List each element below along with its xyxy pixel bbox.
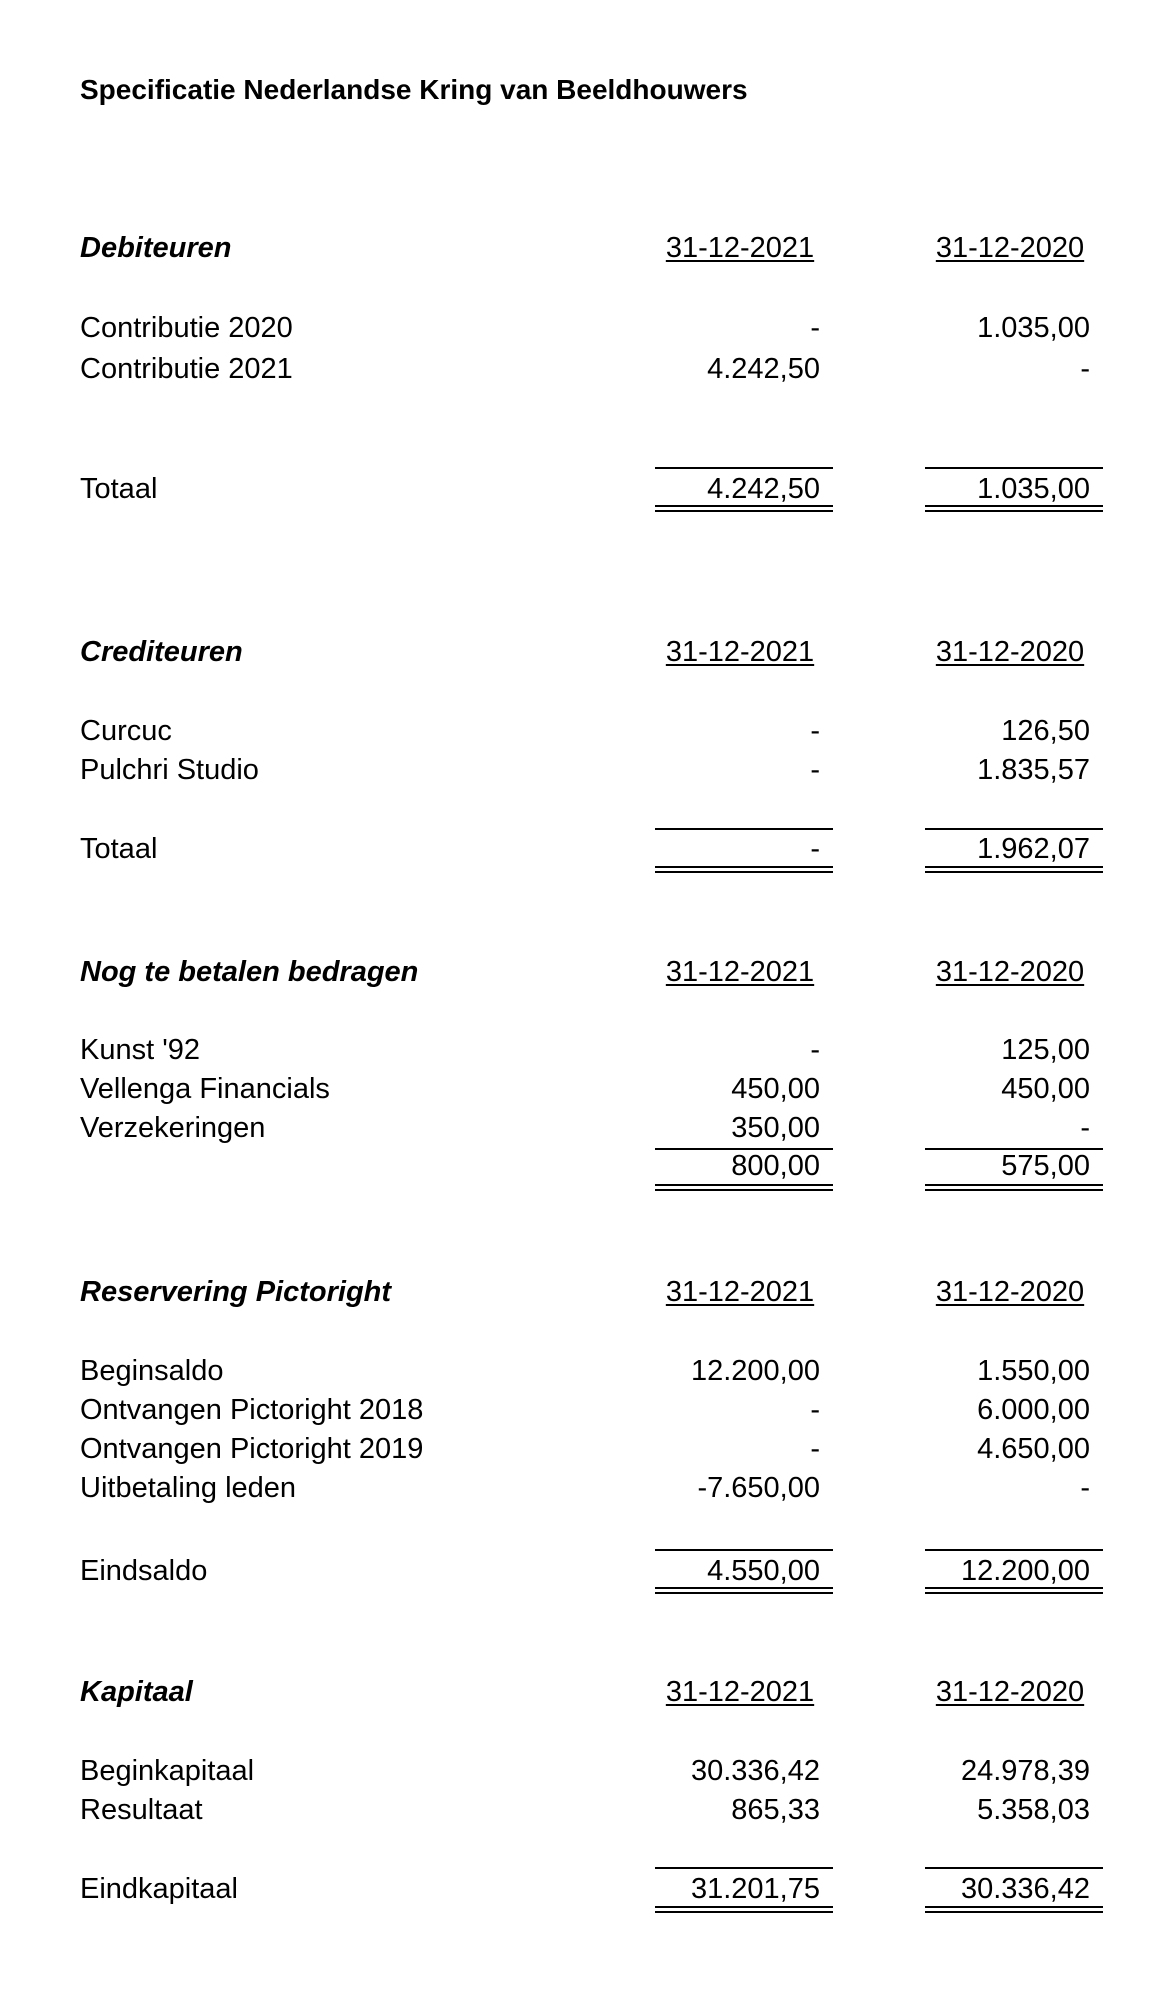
total-value-2020: 1.035,00 [977,473,1090,505]
column-header-2021: 31-12-2021 [665,232,815,264]
total-value-2020: 12.200,00 [960,1555,1090,1587]
column-header-2020: 31-12-2020 [935,1676,1085,1708]
subtotal-rule [655,467,833,469]
row-value-2020: 6.000,00 [977,1394,1090,1426]
double-underline [925,1906,1103,1913]
total-label: Eindkapitaal [80,1873,238,1905]
double-underline [925,1587,1103,1594]
subtotal-rule [655,1549,833,1551]
row-label: Kunst '92 [80,1034,201,1066]
total-value-2021: - [810,833,820,865]
row-value-2021: 350,00 [731,1112,820,1144]
row-label: Beginkapitaal [80,1755,255,1787]
column-header-2020: 31-12-2020 [935,956,1085,988]
row-value-2020: - [1080,1472,1090,1504]
double-underline [925,866,1103,873]
page-title: Specificatie Nederlandse Kring van Beeldhouwers [80,74,748,105]
subtotal-rule [925,467,1103,469]
row-value-2020: 24.978,39 [960,1755,1090,1787]
total-value-2020: 575,00 [1001,1150,1090,1182]
subtotal-rule [655,828,833,830]
section-heading: Nog te betalen bedragen [80,956,419,988]
subtotal-rule [925,828,1103,830]
column-header-2021: 31-12-2021 [665,1276,815,1308]
subtotal-rule [925,1867,1103,1869]
subtotal-rule [655,1867,833,1869]
row-value-2021: - [810,312,820,344]
row-label: Resultaat [80,1794,203,1826]
row-value-2020: 4.650,00 [977,1433,1090,1465]
row-value-2021: -7.650,00 [697,1472,820,1504]
row-label: Ontvangen Pictoright 2019 [80,1433,424,1465]
total-value-2021: 31.201,75 [690,1873,820,1905]
row-value-2021: 865,33 [731,1794,820,1826]
column-header-2020: 31-12-2020 [935,1276,1085,1308]
total-label: Eindsaldo [80,1555,208,1587]
total-label: Totaal [80,473,158,505]
row-label: Beginsaldo [80,1355,224,1387]
double-underline [655,866,833,873]
row-label: Curcuc [80,715,172,747]
row-value-2021: - [810,715,820,747]
double-underline [655,1184,833,1191]
row-label: Pulchri Studio [80,754,259,786]
column-header-2021: 31-12-2021 [665,1676,815,1708]
row-label: Vellenga Financials [80,1073,330,1105]
column-header-2021: 31-12-2021 [665,636,815,668]
row-value-2020: - [1080,353,1090,385]
double-underline [925,505,1103,512]
column-header-2020: 31-12-2020 [935,232,1085,264]
row-value-2021: 4.242,50 [707,353,820,385]
row-value-2020: 1.035,00 [977,312,1090,344]
row-value-2020: 125,00 [1001,1034,1090,1066]
double-underline [925,1184,1103,1191]
row-label: Uitbetaling leden [80,1472,297,1504]
row-value-2021: 30.336,42 [690,1755,820,1787]
total-value-2020: 30.336,42 [960,1873,1090,1905]
row-label: Contributie 2020 [80,312,293,344]
row-label: Verzekeringen [80,1112,266,1144]
row-value-2021: 12.200,00 [690,1355,820,1387]
row-value-2021: - [810,754,820,786]
total-value-2021: 4.550,00 [707,1555,820,1587]
total-label: Totaal [80,833,158,865]
section-heading: Reservering Pictoright [80,1276,392,1308]
double-underline [655,505,833,512]
row-value-2021: 450,00 [731,1073,820,1105]
section-heading: Debiteuren [80,232,232,264]
total-value-2021: 4.242,50 [707,473,820,505]
row-value-2020: 126,50 [1001,715,1090,747]
row-value-2021: - [810,1034,820,1066]
section-heading: Kapitaal [80,1676,193,1708]
subtotal-rule [925,1549,1103,1551]
column-header-2020: 31-12-2020 [935,636,1085,668]
row-value-2020: 450,00 [1001,1073,1090,1105]
row-value-2020: 1.835,57 [977,754,1090,786]
double-underline [655,1906,833,1913]
row-value-2021: - [810,1394,820,1426]
double-underline [655,1587,833,1594]
row-value-2020: 1.550,00 [977,1355,1090,1387]
row-label: Contributie 2021 [80,353,293,385]
row-value-2021: - [810,1433,820,1465]
row-label: Ontvangen Pictoright 2018 [80,1394,424,1426]
column-header-2021: 31-12-2021 [665,956,815,988]
total-value-2020: 1.962,07 [977,833,1090,865]
row-value-2020: - [1080,1112,1090,1144]
section-heading: Crediteuren [80,636,243,668]
total-value-2021: 800,00 [731,1150,820,1182]
row-value-2020: 5.358,03 [977,1794,1090,1826]
